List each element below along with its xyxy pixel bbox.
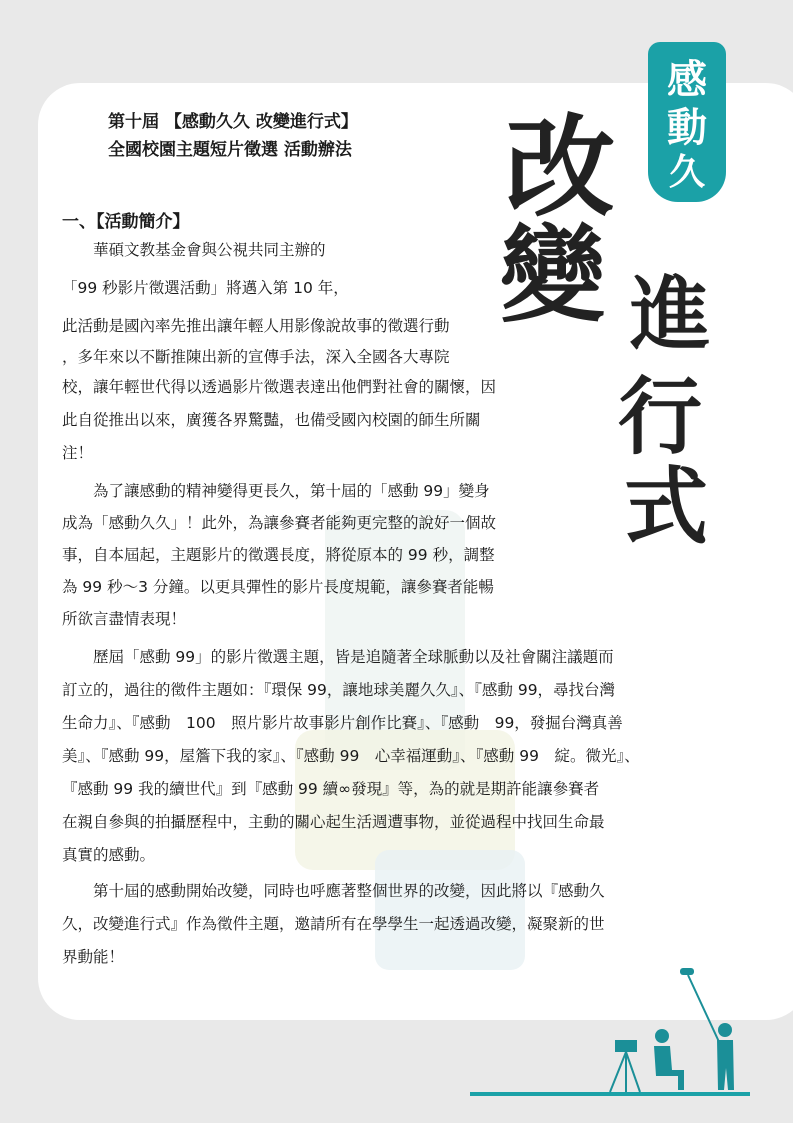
calligraphy-char: 式: [624, 457, 709, 556]
body-line: 成為「感動久久」！此外，為讓參賽者能夠更完整的說好一個故: [62, 514, 497, 532]
body-line: 久，改變進行式』作為徵件主題，邀請所有在學學生一起透過改變，凝聚新的世: [62, 915, 605, 933]
body-line: 校，讓年輕世代得以透過影片徵選表達出他們對社會的關懷，因: [62, 378, 497, 396]
body-line: 事，自本屆起，主題影片的徵選長度，將從原本的 99 秒，調整: [62, 546, 495, 564]
body-line: 歷屆「感動 99」的影片徵選主題，皆是追隨著全球脈動以及社會關注議題而: [62, 648, 614, 666]
badge-emblem: [648, 42, 726, 202]
title-line-1: 第十屆 【感動久久 改變進行式】: [108, 112, 358, 132]
body-line: 「99 秒影片徵選活動」將邁入第 10 年，: [62, 279, 349, 297]
body-line: 為 99 秒～3 分鐘。以更具彈性的影片長度規範，讓參賽者能暢: [62, 578, 494, 596]
title-line-2: 全國校園主題短片徵選 活動辦法: [108, 140, 352, 160]
body-line: 真實的感動。: [62, 846, 156, 864]
body-line: 美』、『感動 99，屋簷下我的家』、『感動 99 心幸福運動』、『感動 99 綻。微光』、: [62, 747, 640, 765]
body-line: 此活動是國內率先推出讓年輕人用影像說故事的徵選行動: [62, 317, 450, 335]
badge-char: 動: [667, 104, 707, 151]
body-line: 為了讓感動的精神變得更長久，第十屆的「感動 99」變身: [62, 482, 490, 500]
body-line: 注！: [62, 444, 94, 462]
section-heading: 一、【活動簡介】: [62, 212, 190, 232]
body-line: 『感動 99 我的續世代』到『感動 99 續∞發現』等，為的就是期許能讓參賽者: [62, 780, 600, 798]
body-line: 第十屆的感動開始改變，同時也呼應著整個世界的改變，因此將以『感動久: [62, 882, 605, 900]
body-line: 界動能！: [62, 948, 125, 966]
film-crew-illustration: [470, 960, 750, 1100]
calligraphy-char: 改: [505, 103, 615, 232]
body-line: 在親自參與的拍攝歷程中，主動的關心起生活週遭事物，並從過程中找回生命最: [62, 813, 605, 831]
calligraphy-char: 行: [618, 367, 703, 466]
document-title: [108, 108, 358, 164]
body-line: 所欲言盡情表現！: [62, 610, 187, 628]
body-line: 生命力』、『感動 100 照片影片故事影片創作比賽』、『感動 99，發掘台灣真善: [62, 714, 623, 732]
body-line: 此自從推出以來，廣獲各界驚豔，也備受國內校園的師生所關: [62, 411, 481, 429]
calligraphy-char: 進: [630, 267, 710, 361]
calligraphy-char: 變: [500, 213, 606, 337]
badge-char: 久: [668, 151, 705, 193]
body-line: 華碩文教基金會與公視共同主辦的: [62, 241, 326, 259]
body-line: ，多年來以不斷推陳出新的宣傳手法，深入全國各大專院: [62, 348, 450, 366]
badge-char: 感: [667, 56, 707, 103]
body-line: 訂立的，過往的徵件主題如：『環保 99，讓地球美麗久久』、『感動 99，尋找台灣: [62, 681, 616, 699]
